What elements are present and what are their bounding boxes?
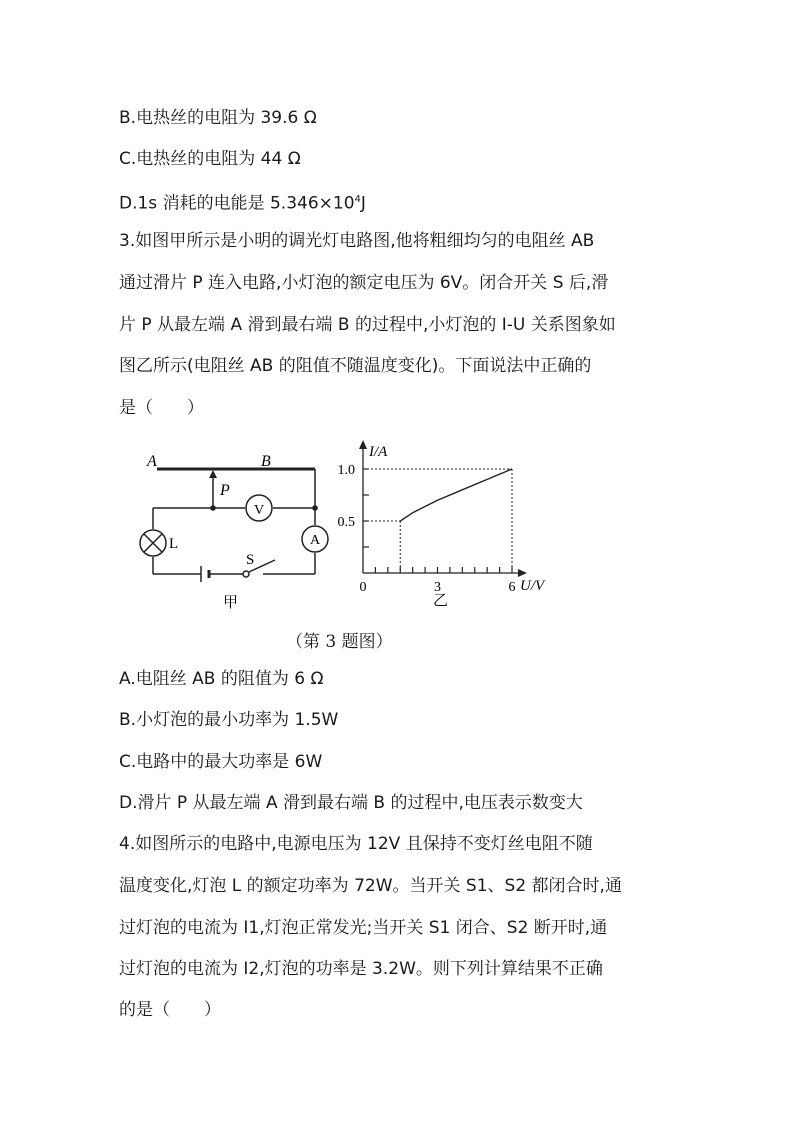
ammeter-label: A <box>310 533 321 548</box>
circuit-caption: 甲 <box>223 593 239 611</box>
x-tick-label: 6 <box>508 580 516 595</box>
x-axis-label: U/V <box>520 578 545 594</box>
lamp-label: L <box>169 536 179 552</box>
option-d-prev-unit: J <box>360 193 366 214</box>
option-b-prev: B.电热丝的电阻为 39.6 Ω <box>119 108 317 128</box>
x-tick-label: 0 <box>359 580 367 595</box>
slider-arrow-icon <box>209 470 217 478</box>
option-c-prev: C.电热丝的电阻为 44 Ω <box>119 149 301 169</box>
iu-curve <box>400 469 512 521</box>
q4-stem-line-4: 过灯泡的电流为 I2,灯泡的功率是 3.2W。则下列计算结果不正确 <box>119 959 603 979</box>
q3-option-a: A.电阻丝 AB 的阻值为 6 Ω <box>119 669 324 689</box>
y-axis-label: I/A <box>369 444 388 460</box>
x-tick-label: 3 <box>434 580 441 595</box>
label-a: A <box>147 453 157 470</box>
option-d-prev <box>119 188 366 216</box>
q3-stem-line-4: 图乙所示(电阻丝 AB 的阻值不随温度变化)。下面说法中正确的 <box>119 356 592 376</box>
iu-graph <box>337 436 545 616</box>
graph-caption: 乙 <box>433 591 449 609</box>
q3-option-b: B.小灯泡的最小功率为 1.5W <box>119 710 339 730</box>
x-axis-arrow-icon <box>518 569 527 577</box>
label-b: B <box>261 453 271 470</box>
label-p: P <box>220 482 230 499</box>
q3-stem-line-3: 片 P 从最左端 A 滑到最右端 B 的过程中,小灯泡的 I-U 关系图象如 <box>119 315 616 335</box>
circuit-diagram <box>135 440 335 620</box>
figure-caption: （第 3 题图） <box>286 632 393 652</box>
q3-option-c: C.电路中的最大功率是 6W <box>119 752 323 772</box>
switch-label: S <box>246 552 255 568</box>
q3-stem-line-2: 通过滑片 P 连入电路,小灯泡的额定电压为 6V。闭合开关 S 后,滑 <box>119 273 609 293</box>
q3-stem-line-5: 是（ ） <box>119 398 204 418</box>
q4-stem-line-1: 4.如图所示的电路中,电源电压为 12V 且保持不变灯丝电阻不随 <box>119 834 593 854</box>
option-d-prev-text: D.1s 消耗的电能是 5.346×10 <box>119 193 355 214</box>
q3-option-d: D.滑片 P 从最左端 A 滑到最右端 B 的过程中,电压表示数变大 <box>119 793 583 813</box>
y-tick-label: 1.0 <box>337 463 355 478</box>
q4-stem-line-3: 过灯泡的电流为 I1,灯泡正常发光;当开关 S1 闭合、S2 断开时,通 <box>119 918 608 938</box>
switch-icon <box>243 571 249 577</box>
q4-stem-line-2: 温度变化,灯泡 L 的额定功率为 72W。当开关 S1、S2 都闭合时,通 <box>119 876 622 896</box>
option-d-prev-exponent: 4 <box>354 194 361 205</box>
q4-stem-line-5: 的是（ ） <box>119 1000 221 1020</box>
y-axis-arrow-icon <box>359 440 367 449</box>
y-tick-label: 0.5 <box>337 515 355 530</box>
q3-stem-line-1: 3.如图甲所示是小明的调光灯电路图,他将粗细均匀的电阻丝 AB <box>119 231 595 251</box>
voltmeter-label: V <box>254 503 265 518</box>
